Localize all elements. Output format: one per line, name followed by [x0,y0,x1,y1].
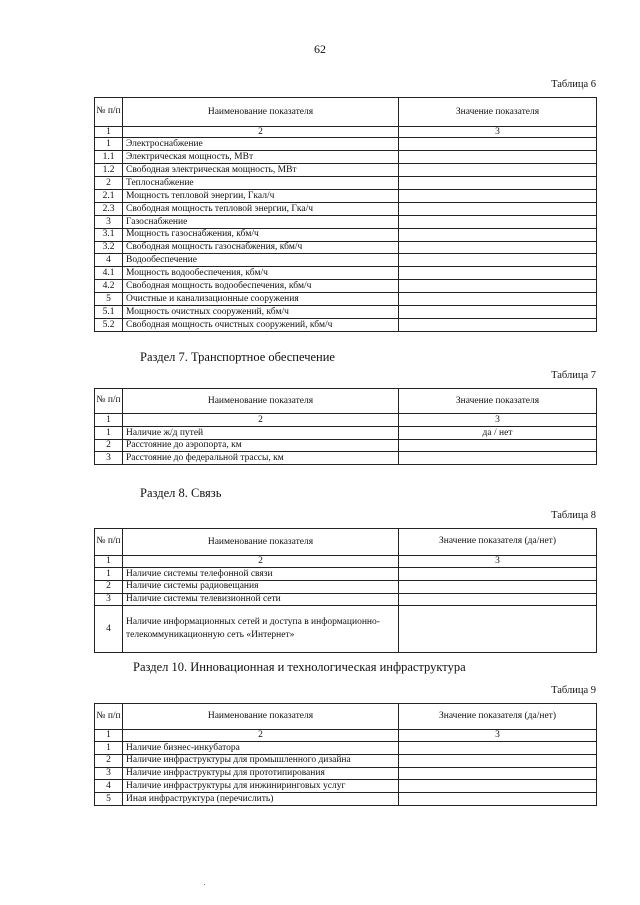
row-num-cell: 4 [95,254,123,267]
header-num: № п/п [95,529,123,556]
scan-speck [204,884,205,885]
row-value-cell [399,306,597,319]
row-num-cell: 1.2 [95,164,123,177]
table-row [95,580,597,593]
table-row [95,568,597,581]
table-7-caption: Таблица 7 [551,370,596,381]
row-num-cell: 1.1 [95,151,123,164]
section-10-heading: Раздел 10. Инновационная и технологическая инфраструктура [133,660,466,674]
row-num-cell: 4 [95,780,123,793]
row-name-cell: Газоснабжение [123,215,399,228]
table-row [95,228,597,241]
row-num-cell: 3.2 [95,241,123,254]
row-name-cell: Наличие системы телефонной связи [123,568,399,581]
row-num-cell: 2 [95,754,123,767]
row-value-cell [399,228,597,241]
row-value-cell [399,780,597,793]
table-row [95,202,597,215]
row-value-cell [399,267,597,280]
row-value-cell [399,452,597,465]
row-num-cell: 3.1 [95,228,123,241]
row-num-cell: 2.1 [95,190,123,203]
row-name-cell: Наличие системы радиовещания [123,580,399,593]
table-7-body [95,389,597,465]
row-name-cell: Водообеспечение [123,254,399,267]
table-header-row [95,98,597,127]
row-num-cell: 3 [95,215,123,228]
table-6-body [95,98,597,332]
row-value-cell [399,254,597,267]
table-row [95,593,597,606]
row-value-cell [399,164,597,177]
row-name-cell: Наличие системы телевизионной сети [123,593,399,606]
index-cell: 2 [123,556,399,568]
row-name-cell: Свободная мощность водообеспечения, кбм/ч [123,280,399,293]
row-value-cell [399,202,597,215]
table-row [95,439,597,452]
row-name-cell: Мощность газоснабжения, кбм/ч [123,228,399,241]
row-name-cell: Очистные и канализационные сооружения [123,293,399,306]
header-num: № п/п [95,704,123,730]
table-row [95,293,597,306]
row-name-cell: Иная инфраструктура (перечислить) [123,793,399,806]
header-name: Наименование показателя [123,704,399,730]
row-value-cell [399,215,597,228]
row-name-cell: Мощность тепловой энергии, Гкал/ч [123,190,399,203]
row-name-cell: Наличие информационных сетей и доступа в информационно-телекоммуникационную сеть «Интернет» [123,606,399,653]
table-row [95,164,597,177]
table-row [95,177,597,190]
row-name-cell: Расстояние до аэропорта, км [123,439,399,452]
row-value-cell [399,293,597,306]
section-7-heading: Раздел 7. Транспортное обеспечение [140,350,335,364]
row-name-cell: Мощность водообеспечения, кбм/ч [123,267,399,280]
table-9 [94,703,597,806]
header-value: Значение показателя (да/нет) [399,704,597,730]
row-name-cell: Электроснабжение [123,138,399,151]
index-cell: 3 [399,127,597,138]
row-num-cell: 5.1 [95,306,123,319]
row-value-cell [399,767,597,780]
index-cell: 1 [95,127,123,138]
table-row [95,452,597,465]
row-name-cell: Наличие инфраструктуры для инжиниринговых услуг [123,780,399,793]
row-num-cell: 1 [95,138,123,151]
row-num-cell: 3 [95,452,123,465]
table-row [95,241,597,254]
row-num-cell: 2.3 [95,202,123,215]
index-cell: 3 [399,556,597,568]
table-6-caption: Таблица 6 [551,79,596,90]
index-cell: 1 [95,414,123,427]
table-row [95,318,597,331]
row-num-cell: 4 [95,606,123,653]
row-value-cell [399,318,597,331]
table-header-row [95,704,597,730]
header-num: № п/п [95,98,123,127]
header-num: № п/п [95,389,123,414]
table-row [95,306,597,319]
row-name-cell: Мощность очистных сооружений, кбм/ч [123,306,399,319]
table-9-body [95,704,597,806]
row-name-cell: Наличие ж/д путей [123,427,399,440]
index-cell: 3 [399,414,597,427]
row-num-cell: 1 [95,568,123,581]
row-value-cell [399,754,597,767]
row-name-cell: Свободная электрическая мощность, МВт [123,164,399,177]
index-cell: 1 [95,730,123,742]
row-value-cell [399,742,597,755]
row-name-cell: Электрическая мощность, МВт [123,151,399,164]
index-row [95,414,597,427]
table-8-caption: Таблица 8 [551,510,596,521]
row-value-cell [399,177,597,190]
table-7 [94,388,597,465]
table-row [95,793,597,806]
row-name-cell: Свободная мощность тепловой энергии, Гка/ч [123,202,399,215]
header-value: Значение показателя [399,389,597,414]
index-row [95,556,597,568]
row-num-cell: 2 [95,580,123,593]
table-row [95,215,597,228]
index-cell: 2 [123,730,399,742]
row-value-cell [399,439,597,452]
row-num-cell: 3 [95,767,123,780]
row-name-cell: Теплоснабжение [123,177,399,190]
row-num-cell: 5 [95,793,123,806]
index-cell: 1 [95,556,123,568]
row-value-cell [399,190,597,203]
table-row [95,606,597,653]
row-value-cell [399,568,597,581]
index-row [95,730,597,742]
row-value-cell [399,606,597,653]
index-cell: 2 [123,414,399,427]
table-row [95,754,597,767]
section-8-heading: Раздел 8. Связь [140,486,222,500]
row-num-cell: 3 [95,593,123,606]
header-value: Значение показателя (да/нет) [399,529,597,556]
table-row [95,280,597,293]
row-value-cell [399,580,597,593]
table-row [95,780,597,793]
table-row [95,767,597,780]
index-cell: 3 [399,730,597,742]
row-num-cell: 5 [95,293,123,306]
table-8 [94,528,597,653]
row-value-cell: да / нет [399,427,597,440]
table-row [95,254,597,267]
row-value-cell [399,280,597,293]
table-row [95,267,597,280]
row-num-cell: 4.1 [95,267,123,280]
index-cell: 2 [123,127,399,138]
header-name: Наименование показателя [123,529,399,556]
table-row [95,138,597,151]
table-6 [94,97,597,332]
row-value-cell [399,593,597,606]
row-num-cell: 1 [95,742,123,755]
row-value-cell [399,138,597,151]
index-row [95,127,597,138]
row-num-cell: 1 [95,427,123,440]
header-value: Значение показателя [399,98,597,127]
row-name-cell: Свободная мощность очистных сооружений, кбм/ч [123,318,399,331]
row-num-cell: 4.2 [95,280,123,293]
row-value-cell [399,793,597,806]
table-header-row [95,529,597,556]
table-row [95,190,597,203]
table-9-caption: Таблица 9 [551,685,596,696]
row-num-cell: 2 [95,177,123,190]
row-value-cell [399,241,597,254]
row-num-cell: 5.2 [95,318,123,331]
table-row [95,427,597,440]
table-row [95,151,597,164]
page-number: 62 [314,42,326,56]
header-name: Наименование показателя [123,389,399,414]
row-name-cell: Расстояние до федеральной трассы, км [123,452,399,465]
row-name-cell: Наличие бизнес-инкубатора [123,742,399,755]
table-row [95,742,597,755]
table-header-row [95,389,597,414]
row-name-cell: Наличие инфраструктуры для прототипирования [123,767,399,780]
row-name-cell: Свободная мощность газоснабжения, кбм/ч [123,241,399,254]
table-8-body [95,529,597,653]
row-num-cell: 2 [95,439,123,452]
row-value-cell [399,151,597,164]
header-name: Наименование показателя [123,98,399,127]
row-name-cell: Наличие инфраструктуры для промышленного дизайна [123,754,399,767]
